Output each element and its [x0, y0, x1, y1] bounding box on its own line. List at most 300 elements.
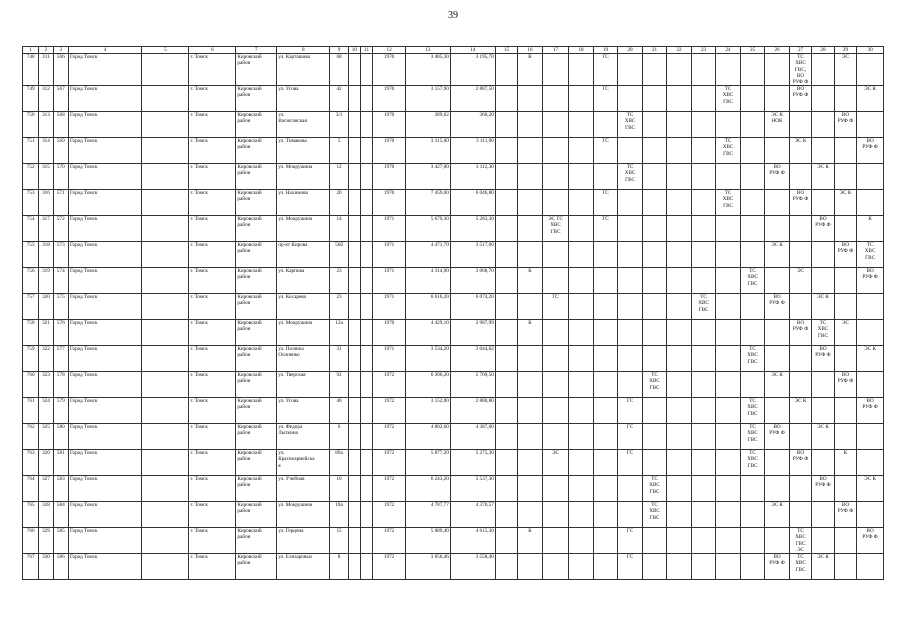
table-cell-col-28: ВО РУФ Ф [812, 476, 834, 502]
table-cell-col-25 [740, 112, 765, 138]
table-cell-col-17 [542, 138, 569, 164]
table-cell-col-2: 324 [39, 398, 53, 424]
table-cell-col-30 [857, 190, 884, 216]
table-cell-col-20: ТС ХВС ГВС [618, 112, 643, 138]
table-cell-col-5 [142, 424, 189, 450]
table-cell-col-22 [667, 294, 692, 320]
table-cell-col-20 [618, 138, 643, 164]
table-cell-col-6: г. Томск [189, 294, 236, 320]
table-cell-col-5 [142, 294, 189, 320]
table-cell-col-27 [789, 242, 811, 268]
table-cell-col-27 [789, 164, 811, 190]
table-cell-col-11 [360, 164, 372, 190]
table-cell-col-25: ТС ХВС ГВС [740, 424, 765, 450]
table-cell-col-20: ГС [618, 398, 643, 424]
table-cell-col-4: Город Томск [68, 112, 142, 138]
table-cell-col-30 [857, 424, 884, 450]
table-cell-col-18 [569, 164, 594, 190]
table-row [23, 138, 884, 164]
table-cell-col-26: ЭС К [765, 502, 790, 528]
table-cell-col-16 [518, 112, 543, 138]
table-cell-col-10 [348, 320, 360, 346]
table-cell-col-10 [348, 424, 360, 450]
column-number-8: 8 [277, 47, 330, 54]
table-cell-col-17 [542, 320, 569, 346]
table-cell-col-23 [691, 476, 716, 502]
table-cell-col-5 [142, 54, 189, 86]
table-cell-col-19 [593, 372, 618, 398]
table-cell-col-6: г. Томск [189, 554, 236, 580]
table-cell-col-6: г. Томск [189, 190, 236, 216]
table-cell-col-5 [142, 476, 189, 502]
table-cell-col-15 [495, 216, 517, 242]
table-cell-col-24 [716, 450, 741, 476]
table-cell-col-16 [518, 502, 543, 528]
table-cell-col-28: ВО РУФ Ф [812, 346, 834, 372]
column-number-6: 6 [189, 47, 236, 54]
table-cell-col-7: Кировский район [236, 138, 277, 164]
table-cell-col-18 [569, 398, 594, 424]
table-cell-col-6: г. Томск [189, 398, 236, 424]
table-cell-col-1: 760 [23, 372, 39, 398]
table-cell-col-7: Кировский район [236, 372, 277, 398]
table-cell-col-4: Город Томск [68, 476, 142, 502]
table-cell-col-26 [765, 346, 790, 372]
table-cell-col-19 [593, 268, 618, 294]
table-cell-col-4: Город Томск [68, 554, 142, 580]
table-cell-col-29: ЭС К [834, 190, 856, 216]
table-cell-col-23 [691, 502, 716, 528]
table-cell-col-15 [495, 476, 517, 502]
table-cell-col-17 [542, 554, 569, 580]
table-cell-col-1: 764 [23, 476, 39, 502]
table-cell-col-10 [348, 164, 360, 190]
table-cell-col-7: Кировский район [236, 502, 277, 528]
table-cell-col-18 [569, 216, 594, 242]
table-cell-col-22 [667, 372, 692, 398]
table-cell-col-26 [765, 450, 790, 476]
table-cell-col-9: 20 [330, 190, 348, 216]
table-cell-col-6: г. Томск [189, 450, 236, 476]
table-cell-col-21: ТС ХВС ГВС [642, 372, 667, 398]
table-cell-col-29 [834, 346, 856, 372]
table-cell-col-27: ТС ХВС ГВС ЭС [789, 528, 811, 554]
table-cell-col-20 [618, 54, 643, 86]
table-cell-col-6: г. Томск [189, 164, 236, 190]
table-cell-col-28 [812, 242, 834, 268]
table-cell-col-10 [348, 502, 360, 528]
table-cell-col-10 [348, 450, 360, 476]
table-cell-col-16 [518, 398, 543, 424]
table-cell-col-2: 317 [39, 216, 53, 242]
table-cell-col-18 [569, 242, 594, 268]
table-cell-col-10 [348, 268, 360, 294]
table-cell-col-18 [569, 86, 594, 112]
table-cell-col-7: Кировский район [236, 398, 277, 424]
table-cell-col-30: ВО РУФ Ф [857, 138, 884, 164]
table-cell-col-18 [569, 190, 594, 216]
table-cell-col-8: ул. Карташова [277, 54, 330, 86]
table-cell-col-30 [857, 294, 884, 320]
table-cell-col-29: К [834, 450, 856, 476]
table-cell-col-12: 1972 [373, 476, 406, 502]
table-cell-col-6: г. Томск [189, 528, 236, 554]
table-cell-col-5 [142, 554, 189, 580]
table-cell-col-27 [789, 372, 811, 398]
table-cell-col-25: ТС ХВС ГВС [740, 450, 765, 476]
table-cell-col-5 [142, 268, 189, 294]
table-cell-col-22 [667, 138, 692, 164]
table-cell-col-28 [812, 86, 834, 112]
table-cell-col-1: 757 [23, 294, 39, 320]
table-cell-col-21 [642, 294, 667, 320]
table-cell-col-4: Город Томск [68, 424, 142, 450]
table-cell-col-7: Кировский район [236, 112, 277, 138]
table-cell-col-14: 4 615,30 [450, 528, 495, 554]
table-cell-col-14: 360,20 [450, 112, 495, 138]
table-cell-col-30 [857, 112, 884, 138]
table-cell-col-24 [716, 112, 741, 138]
table-cell-col-16 [518, 190, 543, 216]
table-cell-col-23 [691, 138, 716, 164]
table-cell-col-3: 576 [53, 320, 68, 346]
table-cell-col-29: ВО РУФ Ф [834, 372, 856, 398]
table-cell-col-23 [691, 164, 716, 190]
table-cell-col-12: 1971 [373, 294, 406, 320]
page-number: 39 [448, 10, 458, 21]
table-cell-col-5 [142, 112, 189, 138]
table-cell-col-28 [812, 190, 834, 216]
table-cell-col-15 [495, 294, 517, 320]
table-cell-col-23 [691, 398, 716, 424]
table-cell-col-8: ул. Косарева [277, 294, 330, 320]
table-cell-col-28: ЭС К [812, 294, 834, 320]
column-number-30: 30 [857, 47, 884, 54]
column-number-13: 13 [405, 47, 450, 54]
table-cell-col-26: ЭС К [765, 242, 790, 268]
table-cell-col-4: Город Томск [68, 294, 142, 320]
table-cell-col-4: Город Томск [68, 450, 142, 476]
table-cell-col-21 [642, 320, 667, 346]
table-cell-col-13: 6 306,20 [405, 372, 450, 398]
table-cell-col-28 [812, 138, 834, 164]
table-cell-col-25 [740, 372, 765, 398]
table-cell-col-2: 330 [39, 554, 53, 580]
table-cell-col-4: Город Томск [68, 164, 142, 190]
table-cell-col-3: 584 [53, 502, 68, 528]
table-cell-col-13: 6 243,20 [405, 476, 450, 502]
table-cell-col-24 [716, 502, 741, 528]
column-number-29: 29 [834, 47, 856, 54]
table-cell-col-1: 756 [23, 268, 39, 294]
table-cell-col-20: ГС [618, 554, 643, 580]
table-cell-col-20 [618, 372, 643, 398]
table-cell-col-26: ВО РУФ Ф [765, 554, 790, 580]
table-cell-col-10 [348, 372, 360, 398]
table-cell-col-28 [812, 502, 834, 528]
table-cell-col-8: ул. Полины Осипенко [277, 346, 330, 372]
table-row [23, 86, 884, 112]
table-cell-col-19 [593, 112, 618, 138]
table-cell-col-14: 3 111,00 [450, 138, 495, 164]
table-cell-col-16 [518, 476, 543, 502]
table-cell-col-20: ГС [618, 528, 643, 554]
table-cell-col-15 [495, 424, 517, 450]
table-cell-col-29 [834, 424, 856, 450]
table-cell-col-3: 586 [53, 554, 68, 580]
table-cell-col-26 [765, 138, 790, 164]
table-cell-col-18 [569, 528, 594, 554]
table-cell-col-8: ул. Карпова [277, 268, 330, 294]
table-cell-col-17 [542, 86, 569, 112]
table-row [23, 294, 884, 320]
table-cell-col-30 [857, 54, 884, 86]
table-cell-col-23 [691, 86, 716, 112]
table-row [23, 190, 884, 216]
table-cell-col-13: 3 152,80 [405, 398, 450, 424]
table-cell-col-20: ГС [618, 450, 643, 476]
table-cell-col-13: 3 534,20 [405, 346, 450, 372]
table-cell-col-30 [857, 502, 884, 528]
table-cell-col-16: К [518, 528, 543, 554]
table-cell-col-3: 571 [53, 190, 68, 216]
table-cell-col-29 [834, 294, 856, 320]
table-cell-col-27 [789, 216, 811, 242]
table-cell-col-25 [740, 554, 765, 580]
column-number-17: 17 [542, 47, 569, 54]
table-cell-col-21 [642, 450, 667, 476]
table-cell-col-26 [765, 320, 790, 346]
table-cell-col-4: Город Томск [68, 190, 142, 216]
table-cell-col-8: ул. Тимакова [277, 138, 330, 164]
column-number-21: 21 [642, 47, 667, 54]
column-number-4: 4 [68, 47, 142, 54]
column-number-25: 25 [740, 47, 765, 54]
table-cell-col-25: ТС ХВС ГВС [740, 346, 765, 372]
table-cell-col-1: 759 [23, 346, 39, 372]
table-cell-col-17 [542, 476, 569, 502]
table-cell-col-30: ТС ХВС ГВС [857, 242, 884, 268]
table-cell-col-9: 40 [330, 398, 348, 424]
table-cell-col-25 [740, 138, 765, 164]
table-cell-col-20 [618, 268, 643, 294]
table-cell-col-30: ВО РУФ Ф [857, 268, 884, 294]
table-cell-col-14: 6 046,80 [450, 190, 495, 216]
column-number-20: 20 [618, 47, 643, 54]
table-cell-col-17 [542, 164, 569, 190]
table-cell-col-9: 12а [330, 320, 348, 346]
table-cell-col-26 [765, 268, 790, 294]
table-cell-col-17 [542, 242, 569, 268]
table-cell-col-10 [348, 346, 360, 372]
column-number-5: 5 [142, 47, 189, 54]
table-cell-col-11 [360, 554, 372, 580]
table-cell-col-1: 748 [23, 54, 39, 86]
table-cell-col-7: Кировский район [236, 268, 277, 294]
table-cell-col-10 [348, 190, 360, 216]
table-cell-col-8: ул. Мокрушина [277, 164, 330, 190]
table-cell-col-14: 3 068,70 [450, 268, 495, 294]
table-cell-col-13: 3 157,90 [405, 86, 450, 112]
table-cell-col-8: ул. Федора Лыткина [277, 424, 330, 450]
table-cell-col-17 [542, 528, 569, 554]
table-cell-col-27: ТС ХВС ГВС [789, 554, 811, 580]
table-cell-col-12: 1972 [373, 450, 406, 476]
table-cell-col-6: г. Томск [189, 476, 236, 502]
table-cell-col-4: Город Томск [68, 268, 142, 294]
table-cell-col-12: 1972 [373, 398, 406, 424]
table-cell-col-17 [542, 112, 569, 138]
table-cell-col-14: 6 074,20 [450, 294, 495, 320]
table-cell-col-11 [360, 268, 372, 294]
table-cell-col-10 [348, 138, 360, 164]
table-cell-col-29 [834, 528, 856, 554]
table-cell-col-18 [569, 372, 594, 398]
table-cell-col-15 [495, 268, 517, 294]
table-cell-col-21 [642, 398, 667, 424]
table-cell-col-21 [642, 216, 667, 242]
table-cell-col-17: ЭС ТС ХВС ГВС [542, 216, 569, 242]
table-cell-col-8: ул. Тверская [277, 372, 330, 398]
table-cell-col-9: 10 [330, 476, 348, 502]
table-cell-col-24: ТС ХВС ГВС [716, 138, 741, 164]
table-cell-col-7: Кировский район [236, 190, 277, 216]
table-cell-col-9: 89а [330, 450, 348, 476]
column-number-1: 1 [23, 47, 39, 54]
table-cell-col-28 [812, 112, 834, 138]
table-cell-col-22 [667, 424, 692, 450]
column-number-26: 26 [765, 47, 790, 54]
table-cell-col-15 [495, 372, 517, 398]
table-cell-col-27: ТС ХВС ГВС, ВО РУФ Ф [789, 54, 811, 86]
table-cell-col-1: 767 [23, 554, 39, 580]
table-cell-col-25 [740, 502, 765, 528]
table-cell-col-27 [789, 424, 811, 450]
column-number-16: 16 [518, 47, 543, 54]
table-cell-col-14: 3 987,99 [450, 320, 495, 346]
table-cell-col-29 [834, 138, 856, 164]
table-cell-col-24 [716, 528, 741, 554]
table-cell-col-19 [593, 346, 618, 372]
table-cell-col-22 [667, 268, 692, 294]
table-cell-col-28: ВО РУФ Ф [812, 216, 834, 242]
table-cell-col-3: 567 [53, 86, 68, 112]
table-cell-col-26 [765, 398, 790, 424]
table-cell-col-25 [740, 294, 765, 320]
table-cell-col-28: ЭС К [812, 424, 834, 450]
table-cell-col-12: 1970 [373, 164, 406, 190]
table-cell-col-3: 568 [53, 112, 68, 138]
table-cell-col-8: ул. Васюганская [277, 112, 330, 138]
table-cell-col-24 [716, 242, 741, 268]
table-cell-col-2: 315 [39, 164, 53, 190]
table-cell-col-22 [667, 528, 692, 554]
table-cell-col-2: 325 [39, 424, 53, 450]
table-cell-col-6: г. Томск [189, 320, 236, 346]
table-cell-col-27: ВО РУФ Ф [789, 450, 811, 476]
table-cell-col-27 [789, 346, 811, 372]
table-cell-col-21 [642, 138, 667, 164]
table-cell-col-24 [716, 294, 741, 320]
table-cell-col-4: Город Томск [68, 502, 142, 528]
table-cell-col-22 [667, 216, 692, 242]
table-cell-col-17 [542, 424, 569, 450]
table-cell-col-25 [740, 242, 765, 268]
table-row [23, 164, 884, 190]
table-cell-col-27 [789, 476, 811, 502]
table-cell-col-1: 752 [23, 164, 39, 190]
table-cell-col-7: Кировский район [236, 476, 277, 502]
table-cell-col-1: 761 [23, 398, 39, 424]
table-cell-col-25 [740, 86, 765, 112]
table-cell-col-22 [667, 242, 692, 268]
table-cell-col-26 [765, 54, 790, 86]
table-cell-col-25 [740, 476, 765, 502]
table-cell-col-29: ЭС [834, 320, 856, 346]
table-cell-col-23 [691, 268, 716, 294]
table-cell-col-23 [691, 346, 716, 372]
column-number-14: 14 [450, 47, 495, 54]
table-cell-col-7: Кировский район [236, 294, 277, 320]
table-cell-col-16: К [518, 54, 543, 86]
table-cell-col-30: ЭС К [857, 346, 884, 372]
table-cell-col-27: ЭС К [789, 398, 811, 424]
table-cell-col-12: 1971 [373, 268, 406, 294]
table-cell-col-18 [569, 268, 594, 294]
table-cell-col-27 [789, 294, 811, 320]
table-cell-col-11 [360, 86, 372, 112]
table-cell-col-2: 323 [39, 372, 53, 398]
table-cell-col-11 [360, 320, 372, 346]
table-cell-col-9: 42 [330, 86, 348, 112]
table-cell-col-29 [834, 268, 856, 294]
table-cell-col-28 [812, 54, 834, 86]
table-cell-col-30: ЭС К [857, 86, 884, 112]
table-cell-col-2: 322 [39, 346, 53, 372]
table-cell-col-7: Кировский район [236, 554, 277, 580]
table-cell-col-22 [667, 86, 692, 112]
table-cell-col-3: 569 [53, 138, 68, 164]
table-row [23, 372, 884, 398]
table-cell-col-23 [691, 112, 716, 138]
table-cell-col-13: 4 429,10 [405, 320, 450, 346]
table-cell-col-22 [667, 190, 692, 216]
table-cell-col-9: 92 [330, 372, 348, 398]
table-cell-col-28: ЭС К [812, 164, 834, 190]
table-cell-col-12: 1972 [373, 502, 406, 528]
table-cell-col-9: 3/1 [330, 112, 348, 138]
table-cell-col-13: 3 856,46 [405, 554, 450, 580]
table-cell-col-4: Город Томск [68, 372, 142, 398]
column-number-22: 22 [667, 47, 692, 54]
table-cell-col-15 [495, 242, 517, 268]
table-cell-col-19 [593, 320, 618, 346]
table-cell-col-17 [542, 54, 569, 86]
table-cell-col-7: Кировский район [236, 346, 277, 372]
table-cell-col-16: К [518, 320, 543, 346]
table-cell-col-28: ТС ХВС ГВС [812, 320, 834, 346]
table-cell-col-24 [716, 346, 741, 372]
table-row [23, 346, 884, 372]
table-cell-col-12: 1970 [373, 86, 406, 112]
table-cell-col-14: 3 112,30 [450, 164, 495, 190]
table-cell-col-13: 5 679,30 [405, 216, 450, 242]
table-cell-col-3: 585 [53, 528, 68, 554]
table-cell-col-5 [142, 86, 189, 112]
table-cell-col-9: 14 [330, 216, 348, 242]
table-cell-col-12: 1970 [373, 54, 406, 86]
table-cell-col-15 [495, 528, 517, 554]
